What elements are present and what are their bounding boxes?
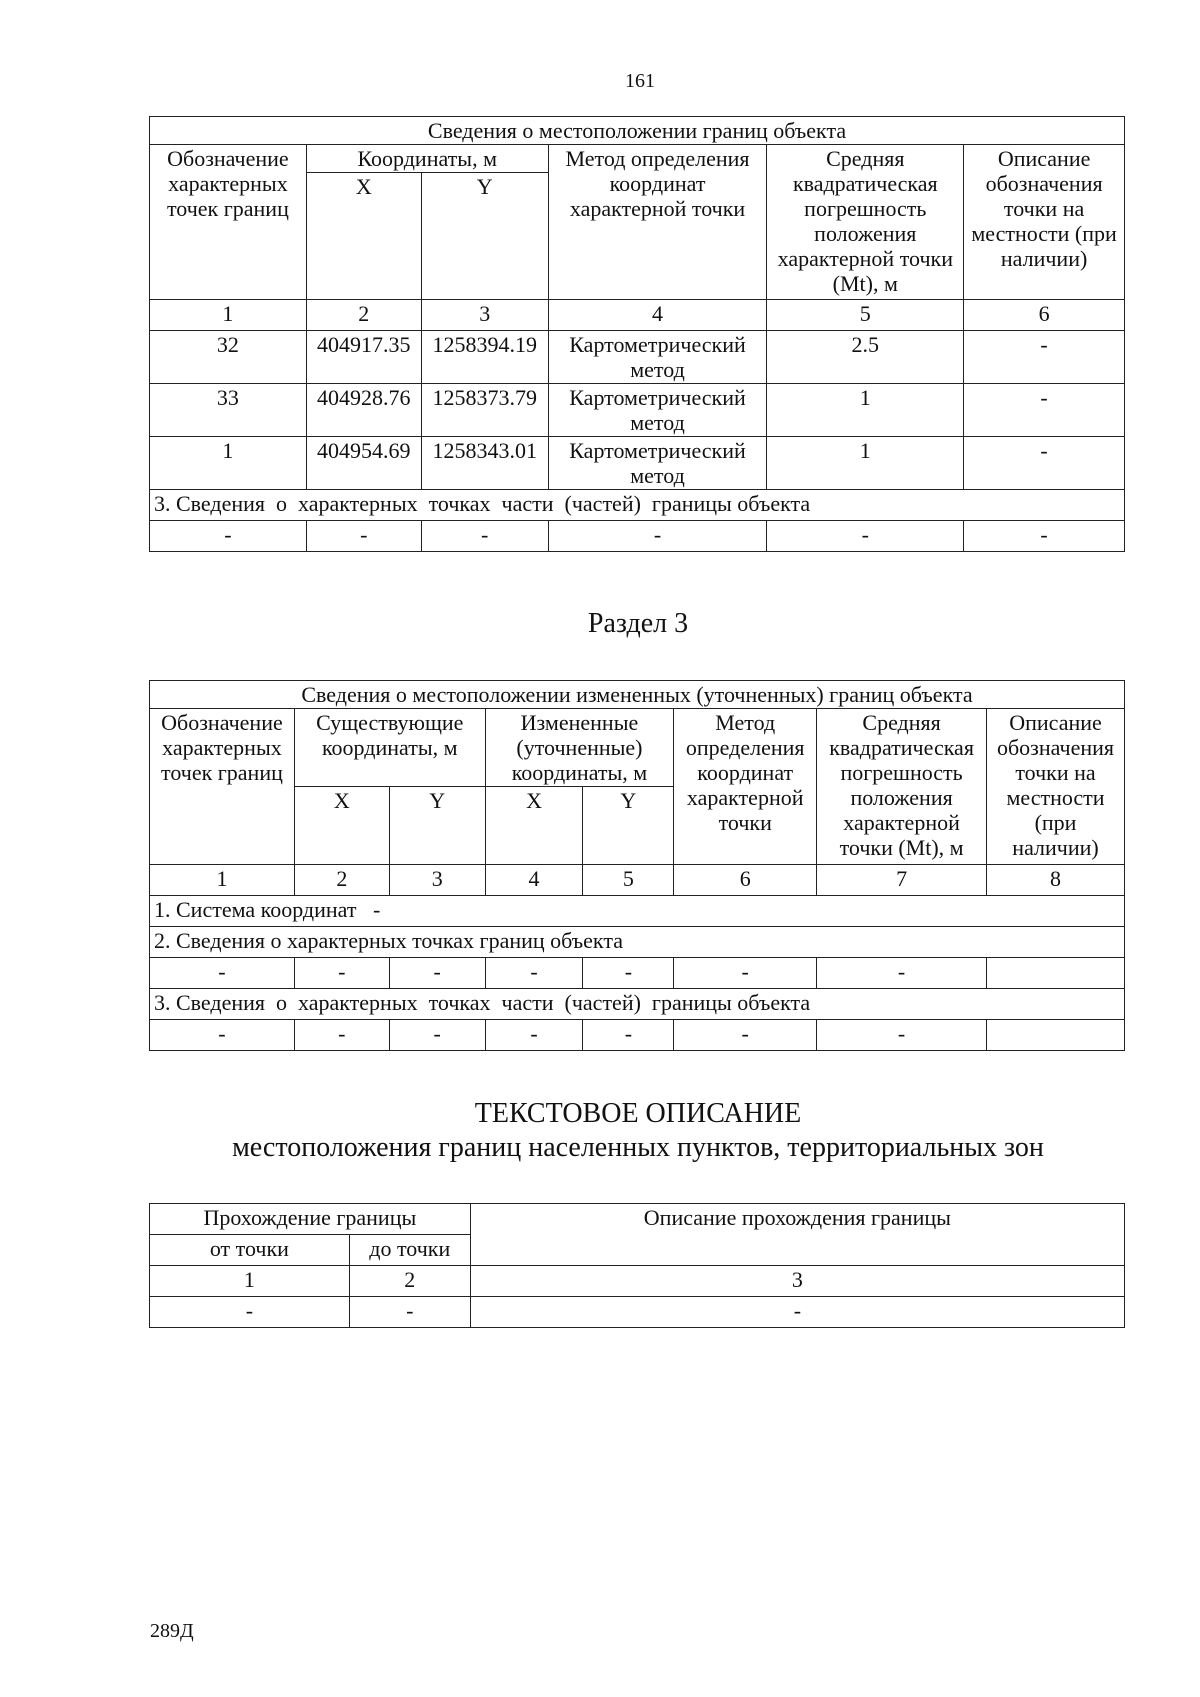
error-value: 2.5 — [767, 331, 964, 384]
header-changed: Измененные (уточненные) координаты, м — [485, 709, 674, 787]
empty-cell: - — [150, 1020, 295, 1051]
point-id: 1 — [150, 437, 307, 490]
table-row — [150, 521, 1125, 552]
coord-y: 1258373.79 — [421, 384, 548, 437]
empty-cell — [987, 1020, 1125, 1051]
header-y: Y — [421, 173, 548, 300]
table-row — [150, 331, 1125, 384]
point-description: - — [964, 384, 1125, 437]
column-number: 1 — [150, 865, 295, 896]
column-number: 5 — [767, 300, 964, 331]
column-number: 8 — [987, 865, 1125, 896]
column-number: 2 — [349, 1266, 470, 1297]
text-description-title: ТЕКСТОВОЕ ОПИСАНИЕ — [474, 1098, 802, 1129]
header-method: Метод определения координат характерной точки — [674, 709, 817, 865]
section-title: Раздел 3 — [587, 608, 689, 639]
header-error: Средняя квадратическая погрешность положения характерной точки (Mt), м — [817, 709, 987, 865]
header-passage-description: Описание прохождения границы — [470, 1204, 1124, 1266]
header-coordinates: Координаты, м — [306, 145, 548, 173]
header-x-existing: X — [294, 787, 389, 865]
empty-cell: - — [306, 521, 421, 552]
empty-cell: - — [964, 521, 1125, 552]
empty-cell: - — [150, 1297, 350, 1328]
column-number: 2 — [294, 865, 389, 896]
method: Картометрический метод — [548, 331, 767, 384]
empty-cell: - — [470, 1297, 1124, 1328]
empty-cell: - — [389, 958, 485, 989]
section3-label: 3. Сведения о характерных точках части (частей) границы объекта — [150, 490, 1125, 521]
empty-cell: - — [674, 1020, 817, 1051]
column-number: 3 — [470, 1266, 1124, 1297]
empty-cell: - — [548, 521, 767, 552]
table-row — [150, 384, 1125, 437]
table-row — [150, 1297, 1125, 1328]
text-description-subtitle: местоположения границ населенных пунктов, территориальных зон — [232, 1132, 1044, 1163]
column-number: 4 — [548, 300, 767, 331]
changed-boundary-table — [149, 680, 1125, 1051]
table-row — [150, 437, 1125, 490]
column-number: 6 — [964, 300, 1125, 331]
coord-x: 404917.35 — [306, 331, 421, 384]
empty-cell: - — [150, 958, 295, 989]
empty-cell: - — [421, 521, 548, 552]
empty-cell: - — [294, 1020, 389, 1051]
empty-cell: - — [389, 1020, 485, 1051]
boundary-location-table — [149, 116, 1125, 552]
error-value: 1 — [767, 437, 964, 490]
header-existing: Существующие координаты, м — [294, 709, 485, 787]
column-number: 4 — [485, 865, 583, 896]
header-to: до точки — [349, 1235, 470, 1266]
empty-cell: - — [294, 958, 389, 989]
empty-cell: - — [817, 958, 987, 989]
column-numbers-row — [150, 865, 1125, 896]
section2-label: 2. Сведения о характерных точках границ объекта — [150, 927, 1125, 958]
coord-x: 404928.76 — [306, 384, 421, 437]
column-number: 6 — [674, 865, 817, 896]
coordinate-system: 1. Система координат - — [150, 896, 1125, 927]
column-number: 1 — [150, 1266, 350, 1297]
header-description: Описание обозначения точки на местности (при наличии) — [964, 145, 1125, 300]
header-error: Средняя квадратическая погрешность положения характерной точки (Mt), м — [767, 145, 964, 300]
method: Картометрический метод — [548, 437, 767, 490]
table-row — [150, 1020, 1125, 1051]
empty-cell: - — [583, 958, 674, 989]
empty-cell: - — [349, 1297, 470, 1328]
column-number: 5 — [583, 865, 674, 896]
empty-cell — [987, 958, 1125, 989]
header-from: от точки — [150, 1235, 350, 1266]
header-x: X — [306, 173, 421, 300]
footer-code: 289Д — [150, 1620, 194, 1642]
empty-cell: - — [674, 958, 817, 989]
column-number: 7 — [817, 865, 987, 896]
section3-label: 3. Сведения о характерных точках части (частей) границы объекта — [150, 989, 1125, 1020]
point-description: - — [964, 437, 1125, 490]
header-y-existing: Y — [389, 787, 485, 865]
boundary-passage-table — [149, 1203, 1125, 1328]
empty-cell: - — [583, 1020, 674, 1051]
empty-cell: - — [817, 1020, 987, 1051]
coord-y: 1258394.19 — [421, 331, 548, 384]
column-number: 3 — [421, 300, 548, 331]
coord-x: 404954.69 — [306, 437, 421, 490]
empty-cell: - — [485, 958, 583, 989]
empty-cell: - — [767, 521, 964, 552]
empty-cell: - — [150, 521, 307, 552]
table-caption: Сведения о местоположении измененных (уточненных) границ объекта — [150, 681, 1125, 709]
point-id: 33 — [150, 384, 307, 437]
header-designation: Обозначение характерных точек границ — [150, 145, 307, 300]
method: Картометрический метод — [548, 384, 767, 437]
column-numbers-row — [150, 1266, 1125, 1297]
header-x-changed: X — [485, 787, 583, 865]
header-method: Метод определения координат характерной точки — [548, 145, 767, 300]
header-y-changed: Y — [583, 787, 674, 865]
page-number: 161 — [625, 70, 655, 92]
empty-cell: - — [485, 1020, 583, 1051]
table-row — [150, 958, 1125, 989]
coord-y: 1258343.01 — [421, 437, 548, 490]
column-numbers-row — [150, 300, 1125, 331]
table-caption: Сведения о местоположении границ объекта — [150, 117, 1125, 145]
error-value: 1 — [767, 384, 964, 437]
header-designation: Обозначение характерных точек границ — [150, 709, 295, 865]
header-description: Описание обозначения точки на местности (при наличии) — [987, 709, 1125, 865]
header-passage: Прохождение границы — [150, 1204, 471, 1235]
column-number: 2 — [306, 300, 421, 331]
point-id: 32 — [150, 331, 307, 384]
column-number: 1 — [150, 300, 307, 331]
column-number: 3 — [389, 865, 485, 896]
point-description: - — [964, 331, 1125, 384]
